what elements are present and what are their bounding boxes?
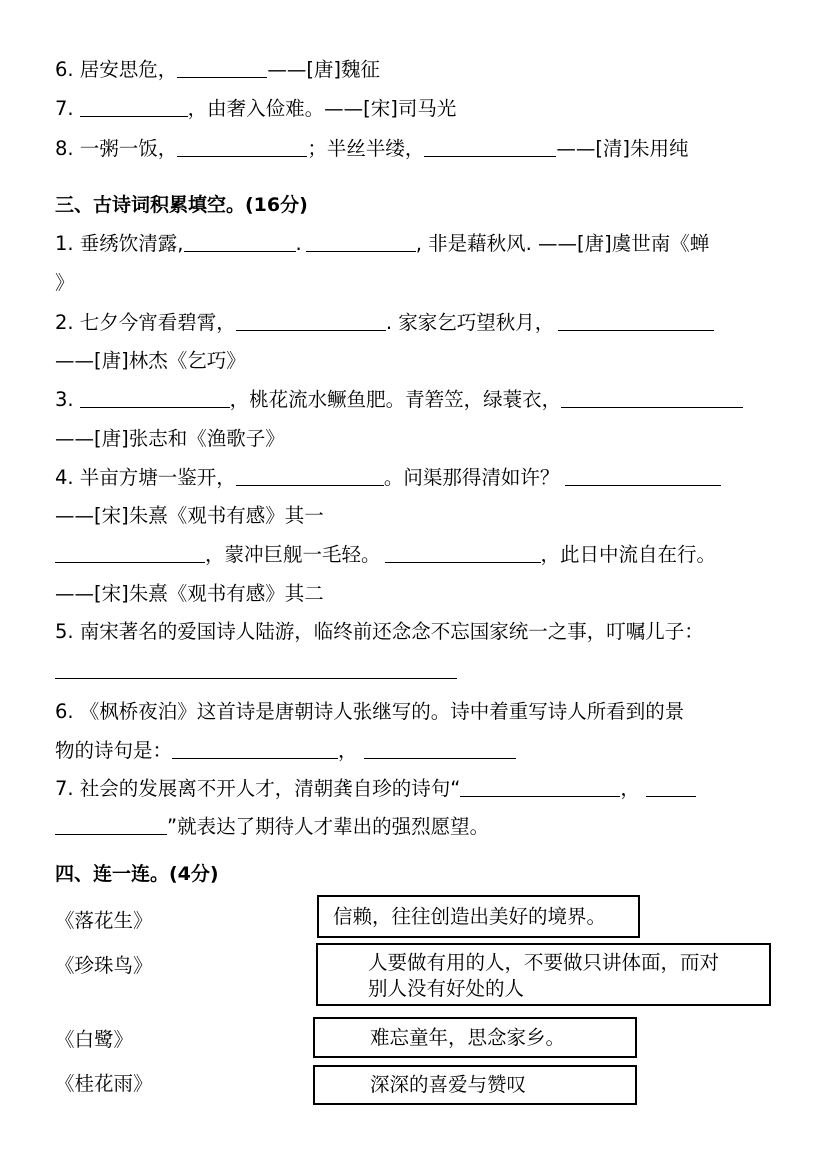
answer-blank[interactable] — [424, 138, 556, 157]
q7-text: 7. 社会的发展离不开人才，清朝龚自珍的诗句“ — [55, 777, 461, 800]
answer-blank[interactable] — [236, 467, 384, 486]
quote-7-text: ，由奢入俭难。——[宋]司马光 — [187, 97, 457, 120]
q4-line2a: ，蒙冲巨舰一毛轻。 — [205, 543, 381, 566]
answer-blank[interactable] — [236, 312, 386, 331]
answer-blank[interactable] — [55, 816, 167, 835]
answer-blank[interactable] — [565, 467, 721, 486]
answer-blank[interactable] — [385, 544, 541, 563]
poem-q1-cont: 》 — [55, 271, 75, 294]
q1-source: , 非是藉秋风. ——[唐]虞世南《蝉 — [415, 232, 710, 255]
answer-blank[interactable] — [306, 233, 416, 252]
q7-end: ”就表达了期待人才辈出的强烈愿望。 — [167, 815, 490, 838]
q4-mid: 。问渠那得清如许？ — [383, 466, 560, 489]
quote-line-8 — [55, 137, 689, 161]
poem-q2-source: ——[唐]林杰《乞巧》 — [55, 349, 246, 372]
answer-blank[interactable] — [177, 138, 307, 157]
quote-6-source: ——[唐]魏征 — [267, 58, 381, 81]
answer-blank[interactable] — [80, 389, 230, 408]
answer-blank[interactable] — [55, 678, 457, 679]
q1-text: 1. 垂绣饮清露, — [55, 232, 184, 255]
match-left-item[interactable]: 《桂花雨》 — [55, 1072, 153, 1095]
match-right-text: 信赖，往往创造出美好的境界。 — [333, 905, 607, 928]
poem-q7-cont — [55, 815, 489, 839]
poem-q1 — [55, 232, 709, 256]
match-right-box[interactable] — [317, 895, 640, 938]
poem-q4 — [55, 466, 721, 490]
q2-text: 2. 七夕今宵看碧霄， — [55, 311, 236, 334]
q7-sep: ， — [620, 777, 640, 800]
match-right-box[interactable] — [313, 1017, 637, 1058]
poem-q6: 6. 《枫桥夜泊》这首诗是唐朝诗人张继写的。诗中着重写诗人所看到的景 — [55, 700, 685, 723]
match-left-item[interactable]: 《落花生》 — [55, 909, 153, 932]
answer-blank[interactable] — [55, 544, 205, 563]
quote-line-6 — [55, 58, 380, 82]
quote-8-source: ——[清]朱用纯 — [556, 137, 689, 160]
poem-q3-source: ——[唐]张志和《渔歌子》 — [55, 427, 285, 450]
answer-blank[interactable] — [80, 98, 188, 117]
poem-q7 — [55, 777, 696, 801]
match-right-text: 深深的喜爱与赞叹 — [370, 1073, 527, 1096]
match-right-text: 难忘童年，思念家乡。 — [370, 1026, 566, 1049]
poem-q4-part2 — [55, 543, 716, 567]
poem-q3 — [55, 388, 743, 412]
poem-q4-source-2: ——[宋]朱熹《观书有感》其二 — [55, 582, 324, 605]
answer-blank[interactable] — [172, 740, 338, 759]
poem-q2 — [55, 311, 714, 335]
quote-8-text: 8. 一粥一饭， — [55, 137, 178, 160]
answer-blank[interactable] — [558, 312, 714, 331]
match-right-box[interactable] — [313, 1065, 637, 1105]
q3-text: ，桃花流水鳜鱼肥。青箬笠，绿蓑衣， — [229, 388, 562, 411]
q3-number: 3. — [55, 388, 74, 411]
match-right-text: 别人没有好处的人 — [368, 977, 525, 1000]
answer-blank[interactable] — [177, 59, 267, 78]
answer-blank[interactable] — [646, 778, 696, 797]
q2-mid: . 家家乞巧望秋月， — [385, 311, 555, 334]
quote-8-mid: ；半丝半缕， — [307, 137, 425, 160]
q1-sep: . — [295, 232, 302, 255]
answer-blank[interactable] — [364, 740, 516, 759]
q4-text: 4. 半亩方塘一鉴开， — [55, 466, 236, 489]
section-4-title: 四、连一连。(4分) — [55, 863, 219, 885]
q6-sep: ， — [338, 739, 358, 762]
poem-q4-source-1: ——[宋]朱熹《观书有感》其一 — [55, 504, 324, 527]
answer-blank[interactable] — [561, 389, 743, 408]
match-left-item[interactable]: 《珍珠鸟》 — [55, 954, 153, 977]
match-right-box[interactable] — [316, 943, 771, 1006]
quote-line-7 — [55, 97, 456, 121]
answer-blank[interactable] — [184, 233, 296, 252]
answer-blank[interactable] — [460, 778, 620, 797]
section-3-title: 三、古诗词积累填空。(16分) — [55, 194, 308, 216]
match-right-text: 人要做有用的人，不要做只讲体面，而对 — [368, 951, 720, 974]
poem-q5: 5. 南宋著名的爱国诗人陆游，临终前还念念不忘国家统一之事，叮嘱儿子： — [55, 620, 704, 643]
quote-7-number: 7. — [55, 97, 74, 120]
quote-6-text: 6. 居安思危， — [55, 58, 178, 81]
match-left-item[interactable]: 《白鹭》 — [55, 1028, 134, 1051]
poem-q6-cont — [55, 739, 516, 763]
q6-text: 物的诗句是： — [55, 739, 173, 762]
q4-line2b: ，此日中流自在行。 — [540, 543, 717, 566]
